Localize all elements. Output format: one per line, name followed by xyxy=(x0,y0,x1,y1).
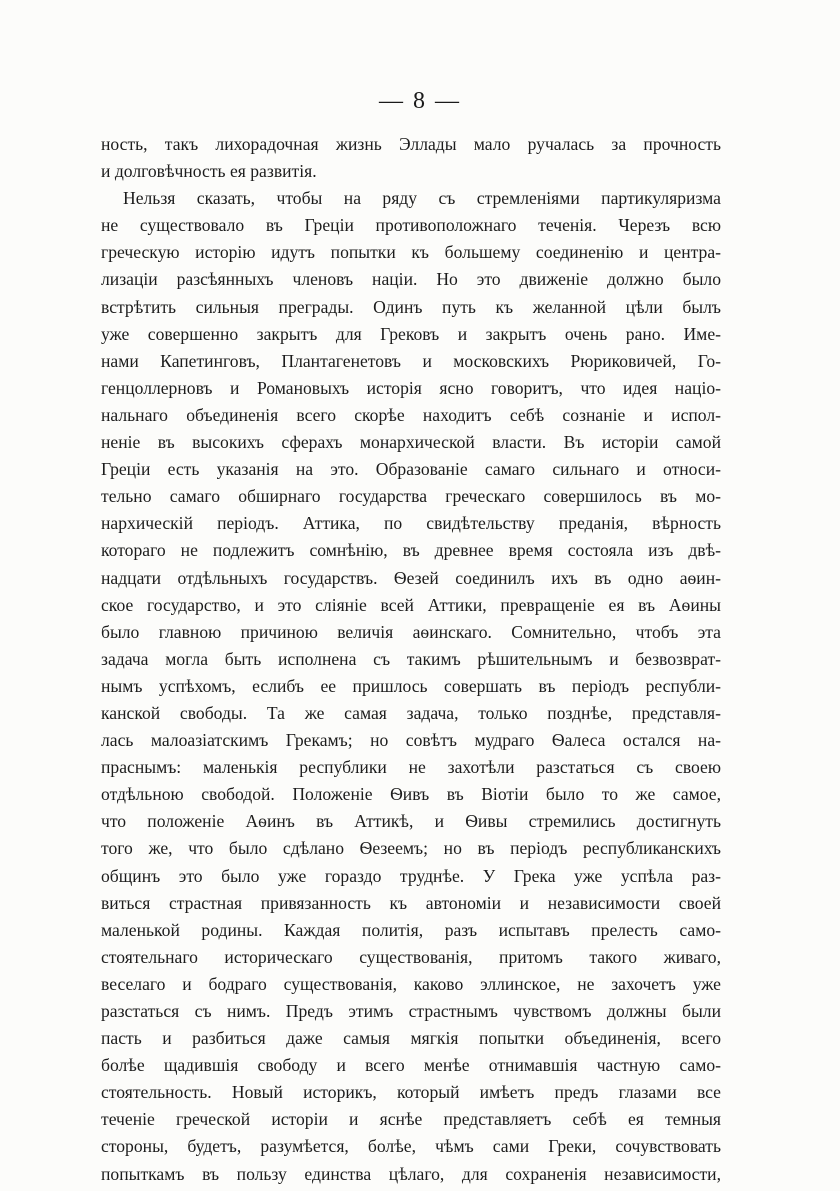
page-number: — 8 — xyxy=(379,88,461,114)
text-line: встрѣтить сильныя преграды. Одинъ путь къ желанной цѣли былъ xyxy=(101,296,721,317)
text-line: болѣе щадившія свободу и всего менѣе отнимавшія частную само- xyxy=(101,1055,721,1076)
text-line: веселаго и бодраго существованія, каково эллинское, не захочетъ уже xyxy=(101,973,721,994)
text-line: нами Капетинговъ, Плантагенетовъ и московскихъ Рюриковичей, Го- xyxy=(101,350,721,371)
text-line: пасть и разбиться даже самыя мягкія попытки объединенія, всего xyxy=(101,1028,721,1049)
text-line: генцоллерновъ и Романовыхъ исторія ясно говоритъ, что идея націо- xyxy=(101,377,721,398)
text-line: Нельзя сказать, чтобы на ряду съ стремленіями партикуляризма xyxy=(123,188,721,209)
text-line: лизаціи разсѣянныхъ членовъ націи. Но это движеніе должно было xyxy=(101,269,721,290)
text-line: нархическій періодъ. Аттика, по свидѣтельству преданія, вѣрность xyxy=(101,513,721,534)
text-line: виться страстная привязанность къ автономіи и независимости своей xyxy=(101,892,721,913)
text-line: неніе въ высокихъ сферахъ монархической власти. Въ исторіи самой xyxy=(101,432,721,453)
text-line: нымъ успѣхомъ, еслибъ ее пришлось совершать въ періодъ республи- xyxy=(101,675,721,696)
body-text xyxy=(101,131,721,1188)
text-line: лась малоазіатскимъ Грекамъ; но совѣтъ мудраго Ѳалеса остался на- xyxy=(101,730,721,751)
text-line: нальнаго объединенія всего скорѣе находитъ себѣ сознаніе и испол- xyxy=(101,404,721,425)
text-line: было главною причиною величія аѳинскаго. Сомнительно, чтобъ эта xyxy=(101,621,721,642)
text-line: задача могла быть исполнена съ такимъ рѣшительнымъ и безвозврат- xyxy=(101,648,721,669)
text-line: стоятельность. Новый историкъ, который имѣетъ предъ глазами все xyxy=(101,1082,721,1103)
text-line: ское государство, и это сліяніе всей Аттики, превращеніе ея въ Аѳины xyxy=(101,594,721,615)
text-line: теченіе греческой исторіи и яснѣе представляетъ себѣ ея темныя xyxy=(101,1109,721,1130)
text-line: тельно самаго обширнаго государства греческаго совершилось въ мо- xyxy=(101,486,721,507)
text-line: канской свободы. Та же самая задача, только позднѣе, представля- xyxy=(101,702,721,723)
text-line: греческую исторію идутъ попытки къ большему соединенію и центра- xyxy=(101,242,721,263)
text-line: Греціи есть указанія на это. Образованіе самаго сильнаго и относи- xyxy=(101,459,721,480)
text-line: что положеніе Аѳинъ въ Аттикѣ, и Ѳивы стремились достигнуть xyxy=(101,811,721,832)
text-line: не существовало въ Греціи противоположнаго теченія. Черезъ всю xyxy=(101,215,721,236)
text-line: общинъ это было уже гораздо труднѣе. У Грека уже успѣла раз- xyxy=(101,865,721,886)
text-line: разстаться съ нимъ. Предъ этимъ страстнымъ чувствомъ должны были xyxy=(101,1001,721,1021)
text-line: уже совершенно закрытъ для Грековъ и закрытъ очень рано. Име- xyxy=(101,323,721,344)
text-line: маленькой родины. Каждая политія, разъ испытавъ прелесть само- xyxy=(101,919,721,940)
text-line: отдѣльною свободой. Положеніе Ѳивъ въ Віотіи было то же самое, xyxy=(101,784,721,805)
text-line: ность, такъ лихорадочная жизнь Эллады мало ручалась за прочность xyxy=(101,134,721,154)
text-line: котораго не подлежитъ сомнѣнію, въ древнее время состояла изъ двѣ- xyxy=(101,540,721,561)
text-line: стоятельнаго историческаго существованія, притомъ такого живаго, xyxy=(101,946,721,967)
text-line: надцати отдѣльныхъ государствъ. Ѳезей соединилъ ихъ въ одно аѳин- xyxy=(101,567,721,588)
text-line: того же, что было сдѣлано Ѳезеемъ; но въ періодъ республиканскихъ xyxy=(101,838,721,859)
text-line: стороны, будетъ, разумѣется, болѣе, чѣмъ сами Греки, сочувствовать xyxy=(101,1136,721,1157)
text-line: попыткамъ въ пользу единства цѣлаго, для сохраненія независимости, xyxy=(101,1163,721,1184)
text-line: праснымъ: маленькія республики не захотѣли разстаться съ своею xyxy=(101,757,721,778)
text-line: и долговѣчность ея развитія. xyxy=(101,161,317,182)
